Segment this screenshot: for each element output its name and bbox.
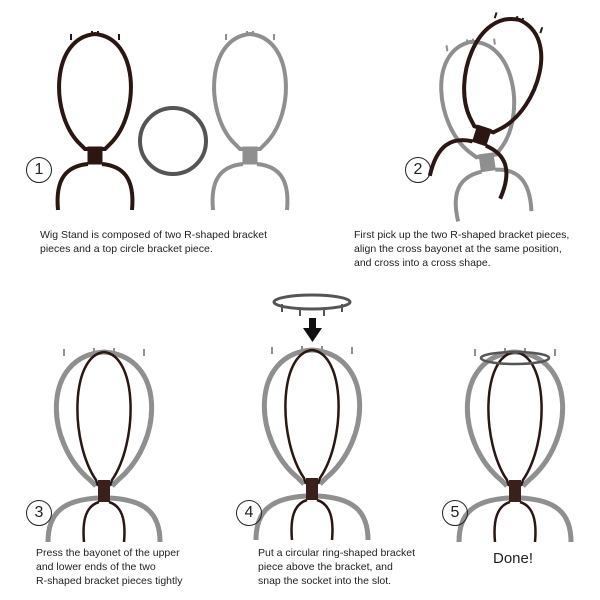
step-number-1: 1	[26, 157, 52, 183]
step-number-2: 2	[405, 157, 431, 183]
step-1-caption: Wig Stand is composed of two R-shaped bracket pieces and a top circle bracket piece.	[40, 229, 268, 255]
step-2-caption: First pick up the two R-shaped bracket pieces, align the cross bayonet at the same position, and cross into a cross shape.	[354, 229, 570, 269]
assembled-stand	[256, 346, 368, 540]
down-arrow-icon	[303, 318, 322, 342]
ring-piece	[140, 108, 206, 174]
wig-stand-piece-gray	[213, 31, 288, 210]
assembled-stand	[459, 348, 571, 542]
wig-stand-piece-dark	[58, 31, 133, 210]
step-number-4: 4	[236, 500, 262, 526]
step-number-5: 5	[442, 500, 468, 526]
assembled-stand	[48, 348, 160, 542]
done-label: Done!	[493, 550, 534, 567]
step-3-caption: Press the bayonet of the upper and lower ends of the two R-shaped bracket pieces tightly	[36, 547, 183, 587]
step-4-caption: Put a circular ring-shaped bracket piece above the bracket, and snap the socket into the slot.	[258, 547, 415, 587]
ring-piece	[274, 295, 350, 309]
step-number-3: 3	[26, 500, 52, 526]
